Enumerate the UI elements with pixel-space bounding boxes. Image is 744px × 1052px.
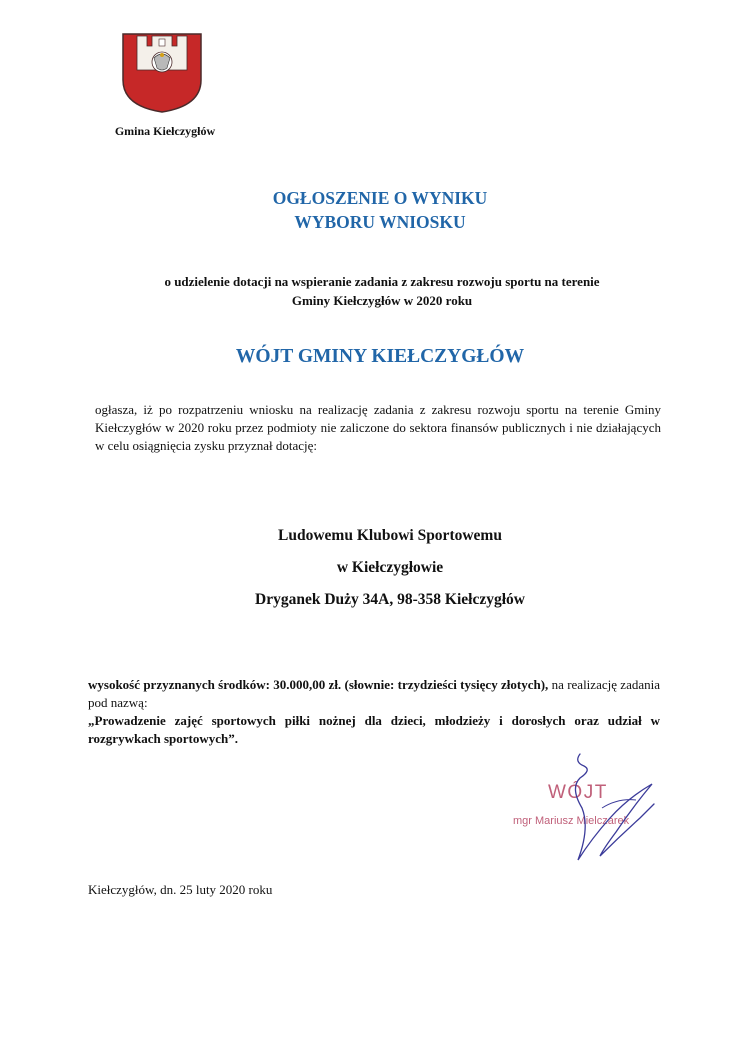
recipient-location: w Kiełczygłowie xyxy=(336,559,444,576)
recipient-name: Ludowemu Klubowi Sportowemu xyxy=(278,527,502,544)
recipient-address: Dryganek Duży 34A, 98-358 Kiełczygłów xyxy=(255,591,525,608)
award-task-name: „Prowadzenie zajęć sportowych piłki nożnej dla dzieci, młodzieży i dorosłych oraz udział w rozgrywkach sportowych”. xyxy=(88,713,660,746)
subject-line-2: Gminy Kiełczygłów w 2020 roku xyxy=(291,293,473,308)
recipient-block xyxy=(130,524,650,620)
award-task-intro: na realizację zadania pod nazwą: xyxy=(88,677,660,710)
announcement-title xyxy=(160,186,600,234)
issuer-heading: WÓJT GMINY KIEŁCZYGŁÓW xyxy=(235,346,525,367)
municipality-name: Gmina Kiełczygłów xyxy=(114,124,216,138)
stamp-title: WÓJT xyxy=(548,782,608,803)
subject-line-1: o udzielenie dotacji na wspieranie zadania z zakresu rozwoju sportu na terenie xyxy=(164,274,600,289)
award-amount: wysokość przyznanych środków: 30.000,00 zł. (słownie: trzydzieści tysięcy złotych), xyxy=(88,677,549,692)
place-and-date: Kiełczygłów, dn. 25 luty 2020 roku xyxy=(88,882,273,897)
intro-paragraph: ogłasza, iż po rozpatrzeniu wniosku na realizację zadania z zakresu rozwoju sportu na terenie Gminy Kiełczygłów w 2020 roku przez podmioty nie zaliczone do sektora finansów publicznych i nie działających w celu osiągnięcia zysku przyznał dotację: xyxy=(95,402,661,453)
title-line-2: WYBORU WNIOSKU xyxy=(294,212,466,232)
stamp-name: mgr Mariusz Mielczarek xyxy=(513,815,630,827)
signature-icon xyxy=(540,748,660,868)
award-paragraph xyxy=(88,676,660,712)
announcement-subject xyxy=(110,272,654,310)
coat-of-arms-icon xyxy=(119,30,205,114)
title-line-1: OGŁOSZENIE O WYNIKU xyxy=(272,188,488,208)
